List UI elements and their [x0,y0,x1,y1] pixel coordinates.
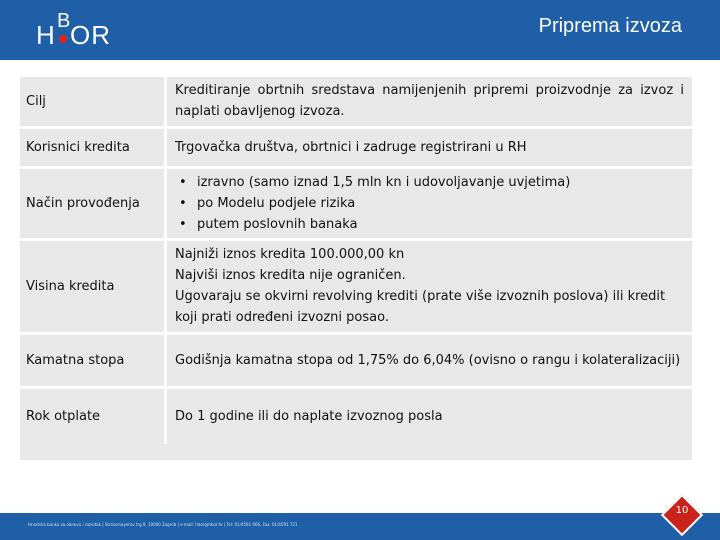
row-label: Rok otplate [20,387,166,444]
row-label: Korisnici kredita [20,127,166,167]
row-label: Visina kredita [20,239,166,333]
info-table [20,77,692,444]
table-row [20,239,692,333]
logo-dot-icon [59,35,67,43]
row-value: Godišnja kamatna stopa od 1,75% do 6,04% (ovisno o rangu i kolateralizaciji) [175,352,681,368]
amount-line: Ugovaraju se okvirni revolving krediti (prate više izvoznih poslova) ili kredit koji prati određeni izvozni posao. [175,289,666,325]
amount-line: Najniži iznos kredita 100.000,00 kn [175,247,405,262]
list-item [175,214,684,235]
table-row [20,387,692,444]
row-label: Način provođenja [20,167,166,239]
method-list [175,172,684,235]
info-table-panel [20,77,692,460]
table-row [20,77,692,127]
row-value: Do 1 godine ili do naplate izvoznog posla [175,408,443,424]
table-row [20,167,692,239]
row-value: Trgovačka društva, obrtnici i zadruge registrirani u RH [175,139,527,155]
hbor-logo [36,10,126,50]
header-bar [0,0,720,60]
logo-letter-h: H [36,20,56,50]
logo-letters-or: OR [70,20,111,50]
list-item-text: izravno (samo iznad 1,5 mln kn i udovoljavanje uvjetima) [197,174,571,190]
amount-line: Najviši iznos kredita nije ograničen. [175,268,406,283]
table-row [20,127,692,167]
list-item-text: po Modelu podjele rizika [197,195,356,211]
list-item-text: putem poslovnih banaka [197,216,358,232]
goal-text: Kreditiranje obrtnih sredstava namijenjenih pripremi proizvodnje za izvoz i naplati obavljenog izvoza. [175,83,684,120]
row-value [166,77,693,127]
logo-letter-b: B [57,10,72,32]
slide-title: Priprema izvoza [538,15,682,37]
list-item [175,172,684,193]
page-number: 10 [675,505,689,516]
list-item [175,193,684,214]
table-row [20,333,692,387]
bullet-icon: • [179,174,187,190]
bullet-icon: • [179,195,187,211]
footer-bar [0,515,720,540]
footer-contact-text: Hrvatska banka za obnovu i razvitak | Strossmayerov trg 9, 10000 Zagreb | e-mail: hbor@hbor.hr | Tel: 01/4591 666, Fax: 01/4591 721 [28,522,298,527]
bullet-icon: • [179,216,187,232]
row-label: Cilj [20,77,166,127]
row-value [166,167,693,239]
row-value [166,239,693,333]
row-label: Kamatna stopa [20,333,166,387]
